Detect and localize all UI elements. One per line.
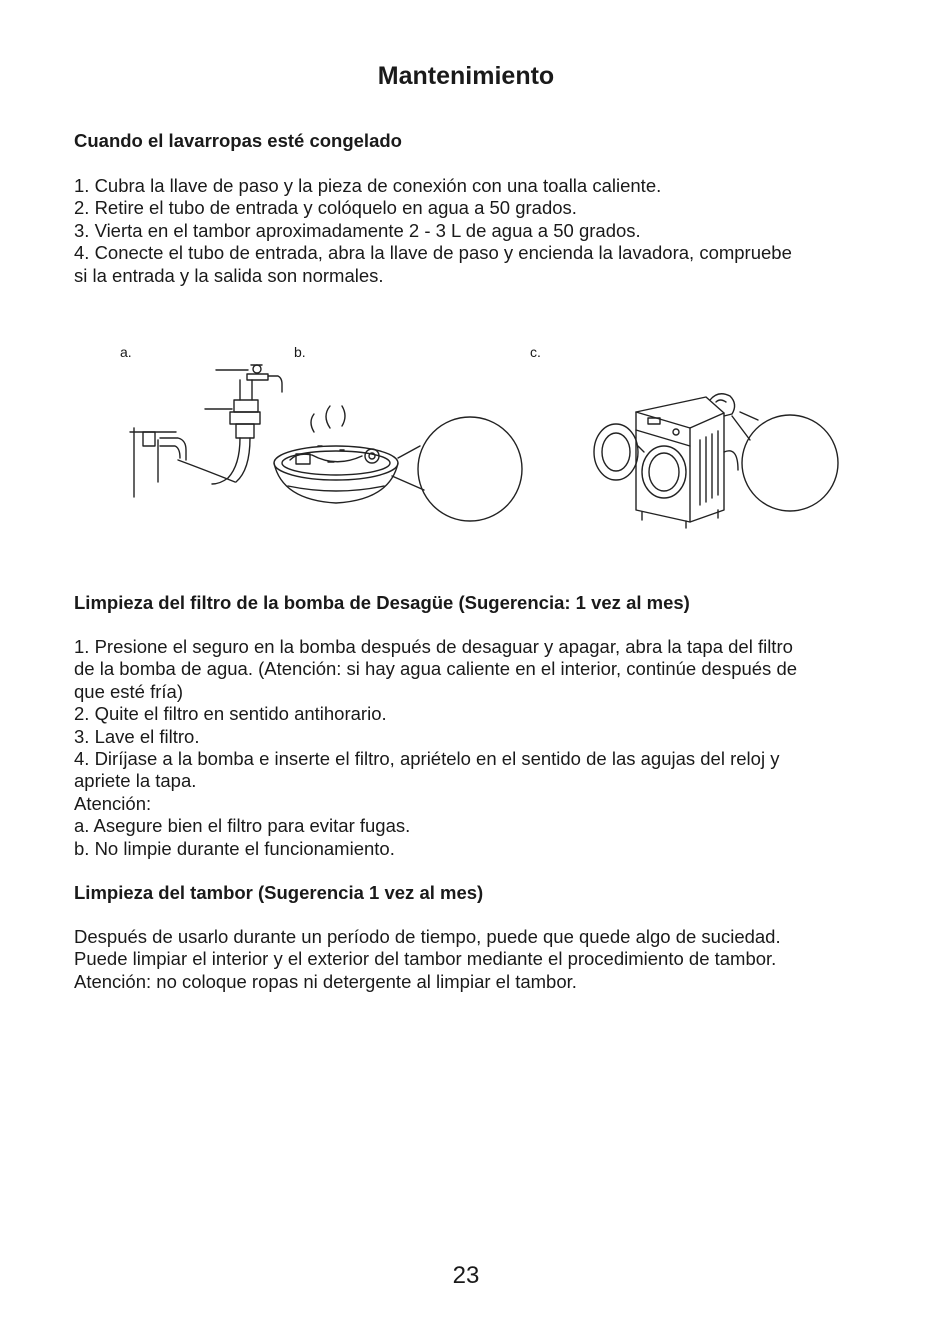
filter-line-8: Atención: xyxy=(74,792,152,814)
figure-label-b: b. xyxy=(294,344,306,360)
drum-line-2: Puede limpiar el interior y el exterior del tambor mediante el procedimiento de tambor. xyxy=(74,948,777,970)
filter-line-9: a. Asegure bien el filtro para evitar fugas. xyxy=(74,815,411,837)
filter-instructions xyxy=(74,636,864,860)
drum-line-3: Atención: no coloque ropas ni detergente al limpiar el tambor. xyxy=(74,970,577,992)
drum-line-1: Después de usarlo durante un período de tiempo, puede que quede algo de suciedad. xyxy=(74,926,781,947)
section-heading-frozen: Cuando el lavarropas esté congelado xyxy=(74,130,402,151)
filter-line-3: que esté fría) xyxy=(74,680,184,702)
filter-line-6: 4. Diríjase a la bomba e inserte el filtro, apriételo en el sentido de las agujas del reloj y xyxy=(74,748,780,770)
frozen-line-2: 2. Retire el tubo de entrada y colóquelo en agua a 50 grados. xyxy=(74,197,577,219)
frozen-line-1: 1. Cubra la llave de paso y la pieza de conexión con una toalla caliente. xyxy=(74,175,662,196)
frozen-instructions xyxy=(74,175,864,287)
frozen-line-5: si la entrada y la salida son normales. xyxy=(74,264,384,286)
filter-line-10: b. No limpie durante el funcionamiento. xyxy=(74,837,395,859)
page-title: Mantenimiento xyxy=(377,62,555,90)
basin-warm-water-illustration xyxy=(274,406,522,521)
frozen-line-3: 3. Vierta en el tambor aproximadamente 2 - 3 L de agua a 50 grados. xyxy=(74,219,641,241)
filter-line-5: 3. Lave el filtro. xyxy=(74,725,200,747)
section-heading-filter: Limpieza del filtro de la bomba de Desagüe (Sugerencia: 1 vez al mes) xyxy=(74,592,690,613)
figure-label-a: a. xyxy=(120,344,132,360)
filter-line-2: de la bomba de agua. (Atención: si hay agua caliente en el interior, continúe después de xyxy=(74,658,798,680)
frozen-line-4: 4. Conecte el tubo de entrada, abra la llave de paso y encienda la lavadora, compruebe xyxy=(74,242,792,264)
faucet-hose-illustration xyxy=(130,365,282,497)
drum-instructions xyxy=(74,926,864,993)
filter-line-4: 2. Quite el filtro en sentido antihorario. xyxy=(74,703,387,725)
page-number: 23 xyxy=(452,1262,480,1289)
section-heading-drum: Limpieza del tambor (Sugerencia 1 vez al mes) xyxy=(74,882,484,903)
washing-machine-illustration xyxy=(594,394,838,528)
filter-line-7: apriete la tapa. xyxy=(74,770,197,792)
illustration-frozen-steps xyxy=(0,335,932,545)
figure-label-c: c. xyxy=(530,344,541,360)
filter-line-1: 1. Presione el seguro en la bomba después de desaguar y apagar, abra la tapa del filtro xyxy=(74,636,793,657)
